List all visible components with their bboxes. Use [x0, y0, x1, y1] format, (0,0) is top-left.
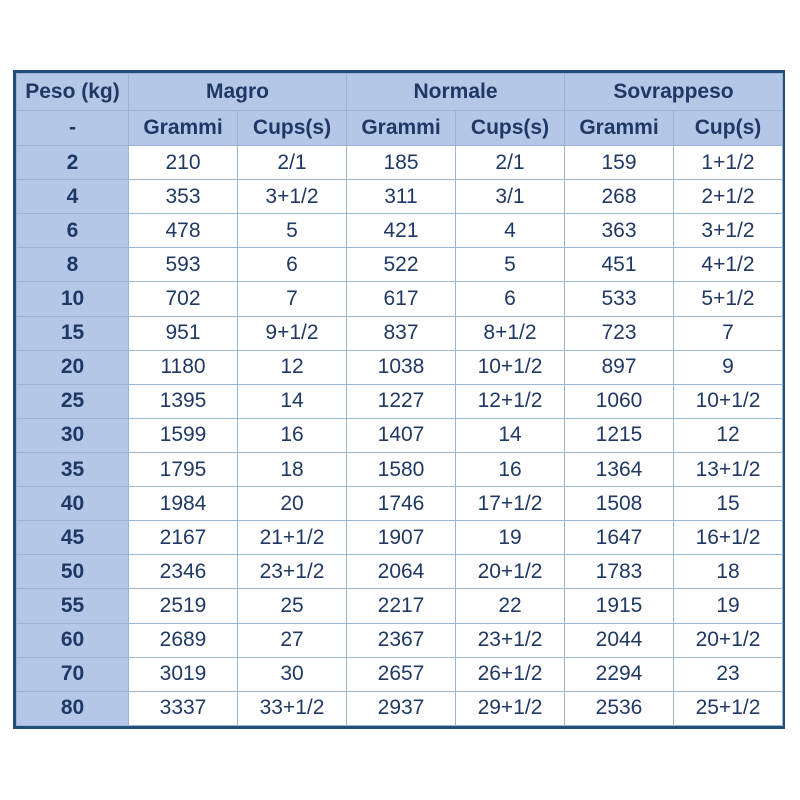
- value-cell: 20+1/2: [456, 555, 565, 589]
- value-cell: 25+1/2: [674, 691, 783, 725]
- value-cell: 1984: [129, 487, 238, 521]
- table-row: [17, 623, 783, 657]
- value-cell: 2+1/2: [674, 180, 783, 214]
- sub-header-cell: -: [17, 111, 129, 146]
- weight-cell: 10: [17, 282, 129, 316]
- value-cell: 19: [456, 521, 565, 555]
- table-row: [17, 589, 783, 623]
- value-cell: 1038: [347, 350, 456, 384]
- weight-cell: 35: [17, 452, 129, 486]
- sub-header-row: [17, 111, 783, 146]
- value-cell: 1180: [129, 350, 238, 384]
- weight-cell: 55: [17, 589, 129, 623]
- value-cell: 4: [456, 214, 565, 248]
- value-cell: 14: [238, 384, 347, 418]
- value-cell: 1746: [347, 487, 456, 521]
- sub-header-cell: Cups(s): [238, 111, 347, 146]
- value-cell: 2689: [129, 623, 238, 657]
- value-cell: 210: [129, 146, 238, 180]
- value-cell: 1215: [565, 418, 674, 452]
- value-cell: 1795: [129, 452, 238, 486]
- value-cell: 311: [347, 180, 456, 214]
- value-cell: 1907: [347, 521, 456, 555]
- value-cell: 3337: [129, 691, 238, 725]
- magro-header: Magro: [129, 74, 347, 111]
- value-cell: 2044: [565, 623, 674, 657]
- value-cell: 20: [238, 487, 347, 521]
- table-row: [17, 384, 783, 418]
- value-cell: 533: [565, 282, 674, 316]
- value-cell: 16+1/2: [674, 521, 783, 555]
- value-cell: 6: [238, 248, 347, 282]
- value-cell: 1783: [565, 555, 674, 589]
- value-cell: 897: [565, 350, 674, 384]
- value-cell: 1060: [565, 384, 674, 418]
- value-cell: 1395: [129, 384, 238, 418]
- weight-cell: 60: [17, 623, 129, 657]
- value-cell: 421: [347, 214, 456, 248]
- value-cell: 19: [674, 589, 783, 623]
- value-cell: 837: [347, 316, 456, 350]
- weight-cell: 4: [17, 180, 129, 214]
- value-cell: 268: [565, 180, 674, 214]
- value-cell: 593: [129, 248, 238, 282]
- value-cell: 1580: [347, 452, 456, 486]
- value-cell: 15: [674, 487, 783, 521]
- table-row: [17, 350, 783, 384]
- weight-cell: 15: [17, 316, 129, 350]
- value-cell: 18: [674, 555, 783, 589]
- weight-cell: 20: [17, 350, 129, 384]
- value-cell: 1407: [347, 418, 456, 452]
- value-cell: 2519: [129, 589, 238, 623]
- value-cell: 1508: [565, 487, 674, 521]
- value-cell: 23+1/2: [456, 623, 565, 657]
- value-cell: 21+1/2: [238, 521, 347, 555]
- weight-cell: 40: [17, 487, 129, 521]
- value-cell: 2/1: [238, 146, 347, 180]
- value-cell: 8+1/2: [456, 316, 565, 350]
- value-cell: 14: [456, 418, 565, 452]
- value-cell: 9: [674, 350, 783, 384]
- table-row: [17, 691, 783, 725]
- table-row: [17, 487, 783, 521]
- sub-header-cell: Grammi: [347, 111, 456, 146]
- table-row: [17, 555, 783, 589]
- value-cell: 478: [129, 214, 238, 248]
- value-cell: 10+1/2: [456, 350, 565, 384]
- value-cell: 7: [674, 316, 783, 350]
- value-cell: 617: [347, 282, 456, 316]
- value-cell: 2346: [129, 555, 238, 589]
- value-cell: 951: [129, 316, 238, 350]
- value-cell: 451: [565, 248, 674, 282]
- weight-cell: 80: [17, 691, 129, 725]
- table-row: [17, 521, 783, 555]
- value-cell: 12: [674, 418, 783, 452]
- feeding-table: [16, 73, 783, 726]
- value-cell: 1647: [565, 521, 674, 555]
- weight-cell: 30: [17, 418, 129, 452]
- value-cell: 7: [238, 282, 347, 316]
- weight-cell: 8: [17, 248, 129, 282]
- value-cell: 185: [347, 146, 456, 180]
- table-row: [17, 146, 783, 180]
- weight-cell: 45: [17, 521, 129, 555]
- value-cell: 27: [238, 623, 347, 657]
- sub-header-cell: Grammi: [565, 111, 674, 146]
- value-cell: 16: [238, 418, 347, 452]
- table-row: [17, 214, 783, 248]
- weight-cell: 70: [17, 657, 129, 691]
- value-cell: 26+1/2: [456, 657, 565, 691]
- value-cell: 12+1/2: [456, 384, 565, 418]
- value-cell: 1599: [129, 418, 238, 452]
- value-cell: 29+1/2: [456, 691, 565, 725]
- value-cell: 33+1/2: [238, 691, 347, 725]
- value-cell: 9+1/2: [238, 316, 347, 350]
- value-cell: 723: [565, 316, 674, 350]
- value-cell: 17+1/2: [456, 487, 565, 521]
- weight-header: Peso (kg): [17, 74, 129, 111]
- value-cell: 2367: [347, 623, 456, 657]
- value-cell: 25: [238, 589, 347, 623]
- sovrappeso-header: Sovrappeso: [565, 74, 783, 111]
- value-cell: 12: [238, 350, 347, 384]
- table-body: [17, 146, 783, 726]
- weight-cell: 2: [17, 146, 129, 180]
- table-row: [17, 248, 783, 282]
- value-cell: 1915: [565, 589, 674, 623]
- table-row: [17, 418, 783, 452]
- table-row: [17, 282, 783, 316]
- value-cell: 1227: [347, 384, 456, 418]
- value-cell: 3+1/2: [674, 214, 783, 248]
- value-cell: 702: [129, 282, 238, 316]
- value-cell: 30: [238, 657, 347, 691]
- value-cell: 16: [456, 452, 565, 486]
- value-cell: 3/1: [456, 180, 565, 214]
- table-row: [17, 180, 783, 214]
- value-cell: 2657: [347, 657, 456, 691]
- value-cell: 18: [238, 452, 347, 486]
- value-cell: 2536: [565, 691, 674, 725]
- value-cell: 6: [456, 282, 565, 316]
- value-cell: 3+1/2: [238, 180, 347, 214]
- value-cell: 2294: [565, 657, 674, 691]
- value-cell: 5: [238, 214, 347, 248]
- value-cell: 13+1/2: [674, 452, 783, 486]
- sub-header-cell: Cup(s): [674, 111, 783, 146]
- table-row: [17, 452, 783, 486]
- weight-cell: 6: [17, 214, 129, 248]
- sub-header-cell: Grammi: [129, 111, 238, 146]
- value-cell: 159: [565, 146, 674, 180]
- value-cell: 363: [565, 214, 674, 248]
- table-row: [17, 657, 783, 691]
- value-cell: 2/1: [456, 146, 565, 180]
- group-header-row: [17, 74, 783, 111]
- value-cell: 23: [674, 657, 783, 691]
- table-row: [17, 316, 783, 350]
- value-cell: 1+1/2: [674, 146, 783, 180]
- value-cell: 2937: [347, 691, 456, 725]
- value-cell: 5+1/2: [674, 282, 783, 316]
- value-cell: 23+1/2: [238, 555, 347, 589]
- value-cell: 1364: [565, 452, 674, 486]
- value-cell: 353: [129, 180, 238, 214]
- weight-cell: 50: [17, 555, 129, 589]
- value-cell: 522: [347, 248, 456, 282]
- weight-cell: 25: [17, 384, 129, 418]
- value-cell: 4+1/2: [674, 248, 783, 282]
- value-cell: 5: [456, 248, 565, 282]
- normale-header: Normale: [347, 74, 565, 111]
- value-cell: 2217: [347, 589, 456, 623]
- value-cell: 2167: [129, 521, 238, 555]
- value-cell: 2064: [347, 555, 456, 589]
- value-cell: 10+1/2: [674, 384, 783, 418]
- value-cell: 3019: [129, 657, 238, 691]
- value-cell: 22: [456, 589, 565, 623]
- sub-header-cell: Cups(s): [456, 111, 565, 146]
- value-cell: 20+1/2: [674, 623, 783, 657]
- feeding-table-frame: [13, 70, 785, 729]
